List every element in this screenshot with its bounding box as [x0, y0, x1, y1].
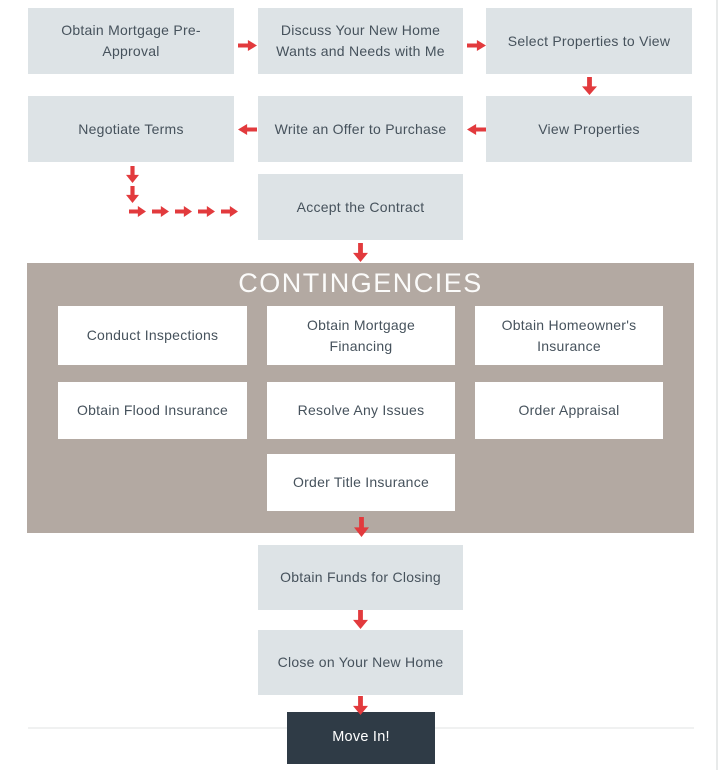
step-label: Move In! [332, 729, 390, 746]
contingency-label: Order Appraisal [518, 402, 620, 418]
step-label: Discuss Your New Home Wants and Needs with Me [276, 22, 445, 59]
contingency-mortgage-financing [267, 306, 455, 365]
dashed-arrow-right-icon [129, 206, 146, 217]
contingency-conduct-inspections [58, 306, 247, 365]
arrow-down-icon [353, 243, 368, 262]
step-negotiate-terms [28, 96, 234, 162]
step-label: View Properties [538, 120, 640, 137]
step-label: Close on Your New Home [277, 654, 444, 670]
step-label: Obtain Mortgage Pre-Approval [61, 22, 201, 59]
step-move-in [287, 712, 435, 764]
dashed-arrow-down-icon [126, 186, 139, 203]
arrow-left-icon [238, 124, 257, 135]
page-right-edge-line [716, 0, 718, 770]
arrow-right-icon [467, 40, 486, 51]
contingency-title-insurance [267, 454, 455, 511]
dashed-arrow-right-icon [221, 206, 238, 217]
contingencies-section [27, 263, 694, 533]
contingency-label: Order Title Insurance [293, 474, 429, 490]
step-label: Write an Offer to Purchase [274, 120, 447, 137]
arrow-left-icon [467, 124, 486, 135]
dashed-arrow-right-icon [198, 206, 215, 217]
step-discuss-wants-needs [258, 8, 463, 74]
contingency-homeowners-insurance [475, 306, 663, 365]
contingency-resolve-issues [267, 382, 455, 439]
contingency-label: Obtain Flood Insurance [76, 402, 229, 418]
contingency-order-appraisal [475, 382, 663, 439]
step-view-properties [486, 96, 692, 162]
contingency-label: Conduct Inspections [86, 327, 219, 343]
contingency-label: Resolve Any Issues [297, 402, 425, 418]
arrow-right-icon [238, 40, 257, 51]
step-obtain-funds [258, 545, 463, 610]
contingency-flood-insurance [58, 382, 247, 439]
step-write-offer [258, 96, 463, 162]
contingency-label: Obtain Mortgage Financing [306, 316, 416, 354]
step-select-properties [486, 8, 692, 74]
dashed-arrow-right-icon [152, 206, 169, 217]
arrow-down-icon [353, 610, 368, 629]
step-label: Accept the Contract [296, 198, 425, 215]
contingencies-title: CONTINGENCIES [238, 268, 483, 298]
step-obtain-mortgage-preapproval [28, 8, 234, 74]
step-close-on-home [258, 630, 463, 695]
step-accept-contract [258, 174, 463, 240]
dashed-arrow-right-icon [175, 206, 192, 217]
step-label: Select Properties to View [507, 32, 671, 49]
arrow-down-icon [582, 77, 597, 95]
step-label: Obtain Funds for Closing [280, 569, 441, 585]
step-label: Negotiate Terms [78, 120, 184, 137]
contingency-label: Obtain Homeowner's Insurance [501, 316, 637, 354]
dashed-arrow-down-icon [126, 166, 139, 183]
